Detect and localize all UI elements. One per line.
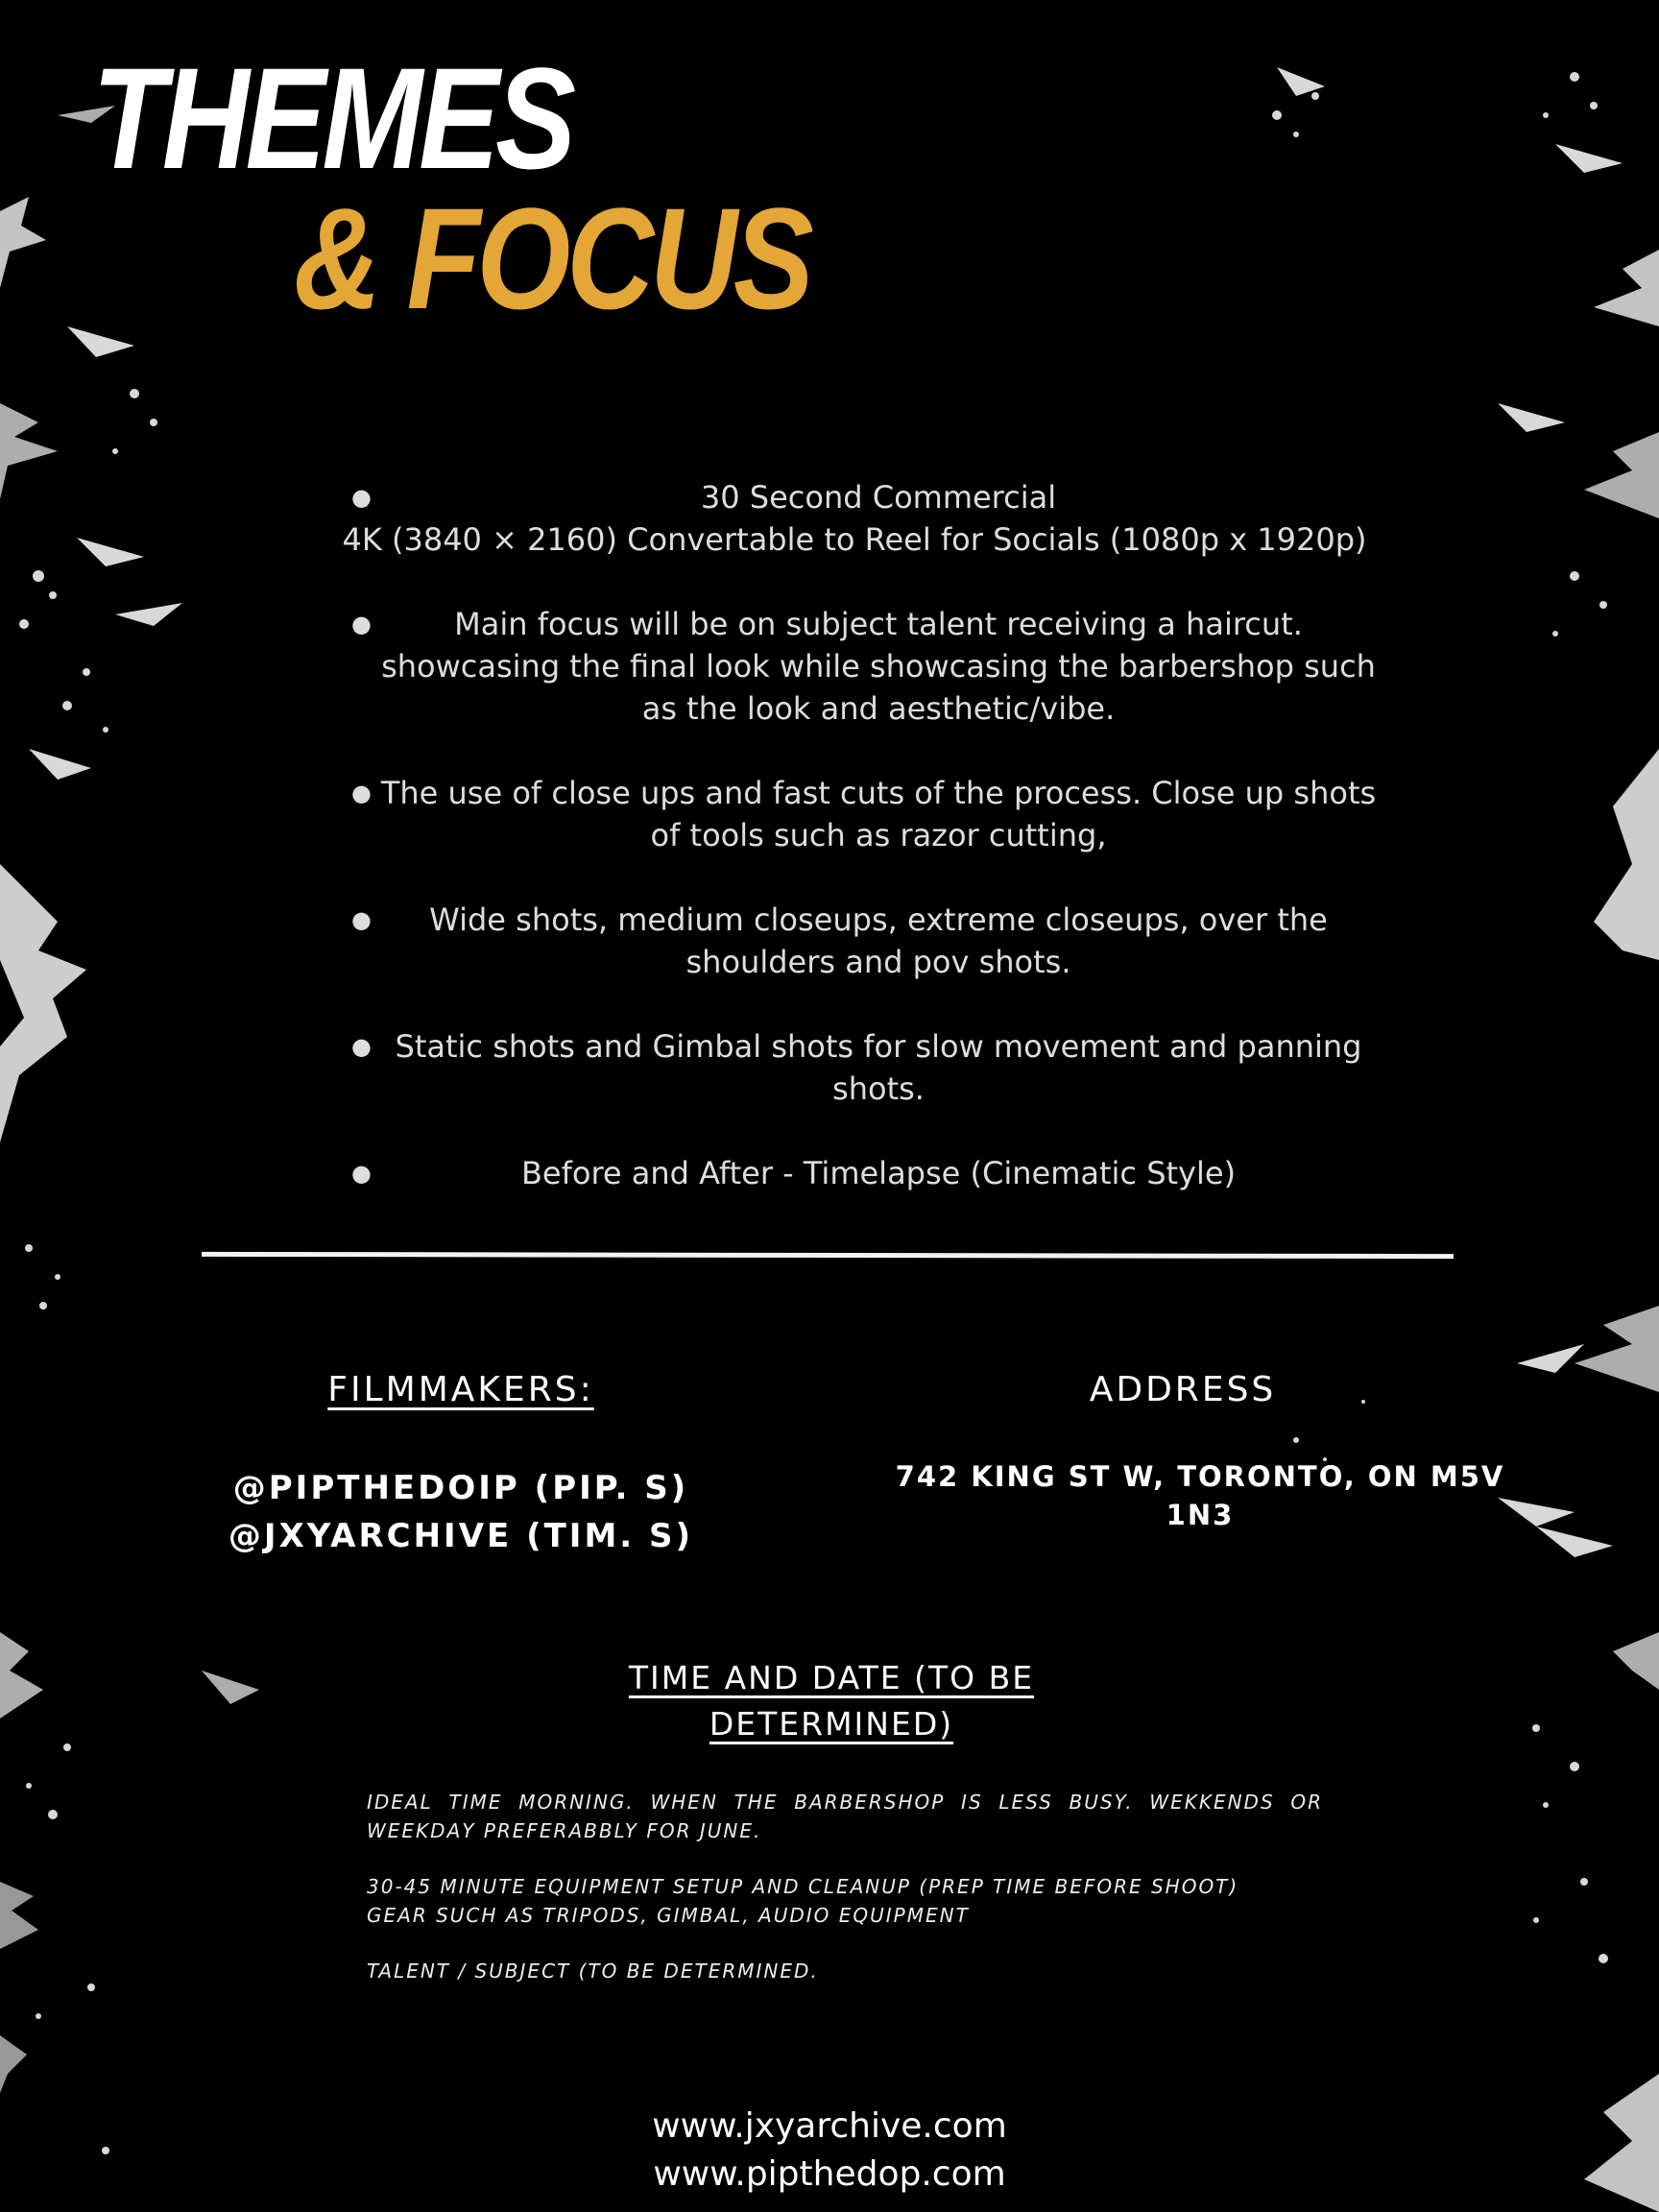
website-link-jxyarchive[interactable]: www.jxyarchive.com: [652, 2106, 1007, 2146]
filmmaker-handle: @JXYARCHIVE (TIM. S): [228, 1517, 694, 1555]
schedule-note-group: [367, 1872, 1323, 1930]
bullet-icon: ●: [351, 780, 372, 806]
schedule-note: 30-45 MINUTE EQUIPMENT SETUP AND CLEANUP (PREP TIME BEFORE SHOOT): [367, 1875, 1239, 1898]
filmmakers-heading: FILMMAKERS:: [327, 1370, 594, 1409]
time-date-heading: TIME AND DATE (TO BE DETERMINED): [628, 1659, 1035, 1743]
list-item: [317, 476, 1392, 561]
list-item: [317, 772, 1392, 856]
filmmaker-handle: @PIPTHEDOIP (PIP. S): [232, 1469, 689, 1507]
list-item: [317, 1152, 1392, 1194]
bullet-icon: ●: [351, 484, 372, 511]
address-heading: ADDRESS: [1089, 1370, 1277, 1409]
focus-item-text: Before and After - Timelapse (Cinematic Style): [520, 1155, 1237, 1191]
filmmaker-handles: [192, 1464, 730, 1560]
list-item: [317, 603, 1392, 730]
bullet-icon: ●: [351, 611, 372, 637]
list-item: [317, 899, 1392, 983]
list-item: [317, 1025, 1392, 1110]
title-themes: THEMES: [92, 37, 572, 199]
schedule-notes: [367, 1788, 1323, 2012]
bullet-icon: ●: [351, 1160, 372, 1187]
bullet-icon: ●: [351, 906, 372, 933]
bullet-icon: ●: [351, 1033, 372, 1060]
website-link-pipthedop[interactable]: www.pipthedop.com: [653, 2154, 1006, 2194]
address-value: 742 KING ST W, TORONTO, ON M5V 1N3: [895, 1460, 1505, 1531]
schedule-note: TALENT / SUBJECT (TO BE DETERMINED.: [367, 1960, 819, 1983]
focus-item-subtext: 4K (3840 × 2160) Convertable to Reel for Socials (1080p x 1920p): [342, 521, 1367, 558]
focus-item-text: 30 Second Commercial: [700, 479, 1057, 516]
title-focus: & FOCUS: [294, 178, 810, 339]
focus-list: [317, 476, 1392, 1237]
focus-item-text: Static shots and Gimbal shots for slow movement and panning shots.: [395, 1028, 1362, 1107]
focus-item-text: Wide shots, medium closeups, extreme closeups, over the shoulders and pov shots.: [429, 902, 1328, 980]
focus-item-text: Main focus will be on subject talent receiving a haircut. showcasing the final look while showcasing the barbershop such as the look and aesthetic/vibe.: [381, 606, 1376, 727]
schedule-note: IDEAL TIME MORNING. WHEN THE BARBERSHOP IS LESS BUSY. WEKKENDS OR WEEKDAY PREFERABBLY FOR JUNE.: [367, 1791, 1323, 1842]
schedule-note: GEAR SUCH AS TRIPODS, GIMBAL, AUDIO EQUIPMENT: [367, 1904, 970, 1927]
website-links: [541, 2103, 1118, 2199]
focus-item-text: The use of close ups and fast cuts of the process. Close up shots of tools such as razor cutting,: [380, 775, 1377, 854]
